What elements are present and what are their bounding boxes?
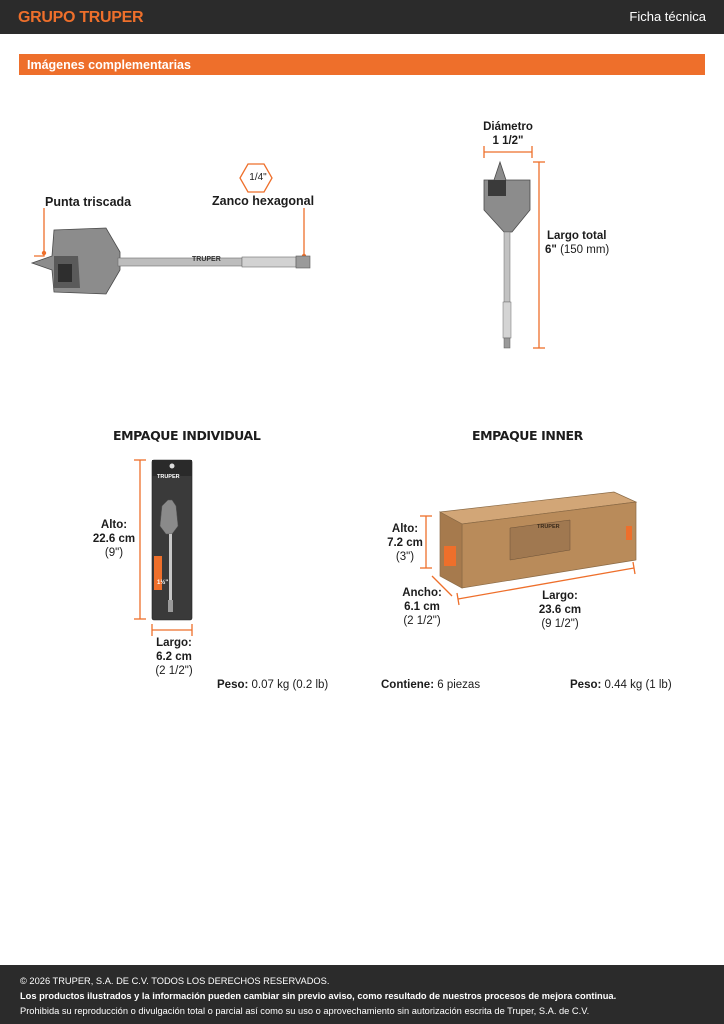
individual-length-title: Largo:	[156, 637, 192, 649]
individual-weight	[217, 679, 328, 691]
inner-contents-label: Contiene:	[381, 679, 435, 691]
tip-label: Punta triscada	[45, 195, 132, 209]
length-inches: 6"	[545, 244, 557, 256]
section-header	[19, 54, 705, 75]
blister-pack-image	[132, 456, 202, 636]
length-value	[545, 244, 609, 256]
diameter-value: 1 1/2"	[492, 135, 524, 147]
box-brand-print: TRUPER	[537, 524, 560, 530]
footer	[0, 965, 724, 1024]
individual-length-cm: 6.2 cm	[156, 651, 192, 663]
inner-length-in: (9 1/2")	[541, 618, 579, 630]
individual-package-heading: EMPAQUE INDIVIDUAL	[113, 428, 261, 443]
inner-height-in: (3")	[395, 551, 415, 563]
individual-height-title: Alto:	[100, 519, 128, 531]
inner-weight	[570, 679, 672, 691]
inner-length-title: Largo:	[542, 590, 578, 602]
bit-brand-print: TRUPER	[192, 256, 221, 263]
individual-length-in: (2 1/2")	[155, 665, 193, 677]
inner-length-cm: 23.6 cm	[538, 604, 582, 616]
card-brand-print: TRUPER	[157, 474, 180, 480]
document-title: Ficha técnica	[629, 9, 706, 24]
spade-bit-horizontal-image	[28, 160, 328, 310]
inner-width-title: Ancho:	[402, 587, 442, 599]
inner-width-cm: 6.1 cm	[404, 601, 440, 613]
footer-copyright: © 2026 TRUPER, S.A. DE C.V. TODOS LOS DERECHOS RESERVADOS.	[20, 976, 330, 986]
card-size-print: 1½"	[157, 580, 169, 586]
inner-weight-value: 0.44 kg (1 lb)	[604, 679, 672, 691]
individual-height-cm: 22.6 cm	[92, 533, 136, 545]
inner-height-title: Alto:	[391, 523, 419, 535]
footer-notice: Los productos ilustrados y la información pueden cambiar sin previo aviso, como resultado de nuestros procesos de mejora continua.	[20, 991, 617, 1001]
shank-label: Zanco hexagonal	[212, 194, 315, 208]
diameter-title: Diámetro	[483, 121, 533, 133]
individual-height-in: (9")	[104, 547, 124, 559]
footer-prohibition: Prohibida su reproducción o divulgación total o parcial así como su uso o aprovechamiento sin autorización escrita de Truper, S.A. de C.V.	[20, 1006, 590, 1016]
inner-weight-label: Peso:	[570, 679, 602, 691]
brand-logo: GRUPO TRUPER	[18, 9, 144, 26]
inner-contents	[381, 679, 480, 691]
inner-contents-value: 6 piezas	[437, 679, 481, 691]
inner-height-cm: 7.2 cm	[387, 537, 423, 549]
inner-width-in: (2 1/2")	[403, 615, 441, 627]
length-metric: (150 mm)	[560, 244, 610, 256]
individual-weight-label: Peso:	[217, 679, 249, 691]
length-title: Largo total	[547, 230, 607, 242]
hex-size-label: 1/4"	[249, 172, 267, 183]
top-bar	[0, 0, 724, 34]
section-title: Imágenes complementarias	[27, 58, 191, 72]
individual-weight-value: 0.07 kg (0.2 lb)	[251, 679, 329, 691]
inner-package-heading: EMPAQUE INNER	[472, 428, 583, 443]
